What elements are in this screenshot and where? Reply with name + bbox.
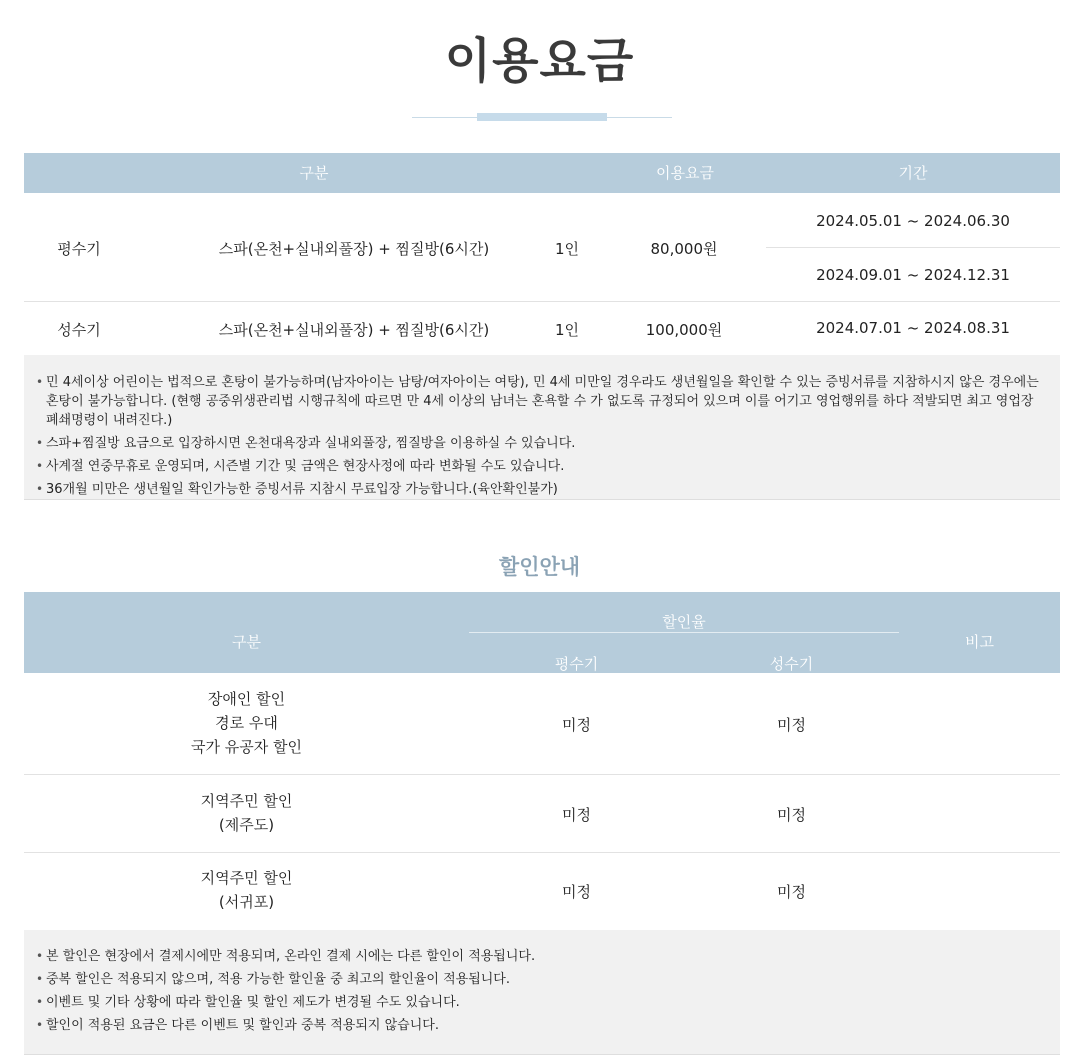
- row-divider: [24, 301, 1060, 302]
- period-label: 2024.07.01 ~ 2024.08.31: [816, 319, 1010, 337]
- note-item: • 사계절 연중무휴로 운영되며, 시즌별 기간 및 금액은 현장사정에 따라 변화될 수도 있습니다.: [24, 457, 1048, 476]
- title-divider-accent: [477, 113, 607, 121]
- category-line: 지역주민 할인: [200, 869, 293, 887]
- category-line: 경로 우대: [215, 714, 278, 732]
- header-peak-season: 성수기: [769, 655, 814, 673]
- header-period: 기간: [898, 164, 928, 182]
- header-category: 구분: [232, 633, 261, 651]
- discount-section-title: 할인안내: [498, 555, 581, 579]
- category-line: (서귀포): [218, 893, 275, 911]
- off-season-rate: 미정: [562, 806, 591, 824]
- fee-notes: [24, 355, 1060, 500]
- price-label: 100,000원: [645, 321, 723, 339]
- fee-table: [24, 153, 1060, 355]
- header-rate-divider: [469, 632, 899, 633]
- discount-category: [24, 866, 469, 914]
- persons-label: 1인: [554, 321, 580, 339]
- fee-table-header: [24, 153, 1060, 193]
- header-category: 구분: [299, 164, 329, 182]
- season-label: 성수기: [57, 321, 101, 339]
- peak-season-rate: 미정: [777, 716, 806, 734]
- period-label: 2024.09.01 ~ 2024.12.31: [816, 266, 1010, 284]
- off-season-rate: 미정: [562, 883, 591, 901]
- note-item: • 이벤트 및 기타 상황에 따라 할인율 및 할인 제도가 변경될 수도 있습니다.: [24, 993, 1048, 1012]
- price-label: 80,000원: [650, 240, 718, 258]
- period-label: 2024.05.01 ~ 2024.06.30: [816, 212, 1010, 230]
- off-season-rate: 미정: [562, 716, 591, 734]
- service-label: 스파(온천+실내외풀장) + 찜질방(6시간): [218, 240, 490, 258]
- persons-label: 1인: [554, 240, 580, 258]
- period-divider: [766, 247, 1060, 248]
- row-divider: [24, 774, 1060, 775]
- note-item: • 중복 할인은 적용되지 않으며, 적용 가능한 할인율 중 최고의 할인율이 적용됩니다.: [24, 970, 1048, 989]
- header-off-season: 평수기: [554, 655, 599, 673]
- peak-season-rate: 미정: [777, 806, 806, 824]
- category-line: 장애인 할인: [207, 690, 286, 708]
- discount-notes: [24, 930, 1060, 1055]
- season-label: 평수기: [57, 240, 101, 258]
- note-item: • 36개월 미만은 생년월일 확인가능한 증빙서류 지참시 무료입장 가능합니다.(육안확인불가): [24, 480, 1048, 499]
- note-item: • 본 할인은 현장에서 결제시에만 적용되며, 온라인 결제 시에는 다른 할인이 적용됩니다.: [24, 947, 1048, 966]
- note-item: • 민 4세이상 어린이는 법적으로 혼탕이 불가능하며(남자아이는 남탕/여자아이는 여탕), 민 4세 미만일 경우라도 생년월일을 확인할 수 있는 증빙서류를 지참하시지 않은 경우에는 혼탕이 불가능합니다. (현행 공중위생관리법 시행규칙에 따르면 만 4세 이상의 남녀는 혼욕할 수 가 없도록 규정되어 있으며 이를 어기고 영업행위를 하다 적발되면 최고 영업장 폐쇄명령이 내려진다.): [24, 373, 1048, 430]
- header-fee: 이용요금: [656, 164, 714, 182]
- row-divider: [24, 852, 1060, 853]
- discount-category: [24, 687, 469, 759]
- page-title: 이용요금: [444, 33, 635, 89]
- note-item: • 스파+찜질방 요금으로 입장하시면 온천대욕장과 실내외풀장, 찜질방을 이용하실 수 있습니다.: [24, 434, 1048, 453]
- service-label: 스파(온천+실내외풀장) + 찜질방(6시간): [218, 321, 490, 339]
- header-rate: 할인율: [662, 613, 706, 631]
- category-line: 지역주민 할인: [200, 792, 293, 810]
- note-item: • 할인이 적용된 요금은 다른 이벤트 및 할인과 중복 적용되지 않습니다.: [24, 1016, 1048, 1035]
- peak-season-rate: 미정: [777, 883, 806, 901]
- discount-table-header: [24, 592, 1060, 673]
- category-line: 국가 유공자 할인: [191, 738, 302, 756]
- category-line: (제주도): [218, 816, 275, 834]
- header-remarks: 비고: [965, 633, 994, 651]
- discount-table: [24, 592, 1060, 930]
- discount-category: [24, 789, 469, 837]
